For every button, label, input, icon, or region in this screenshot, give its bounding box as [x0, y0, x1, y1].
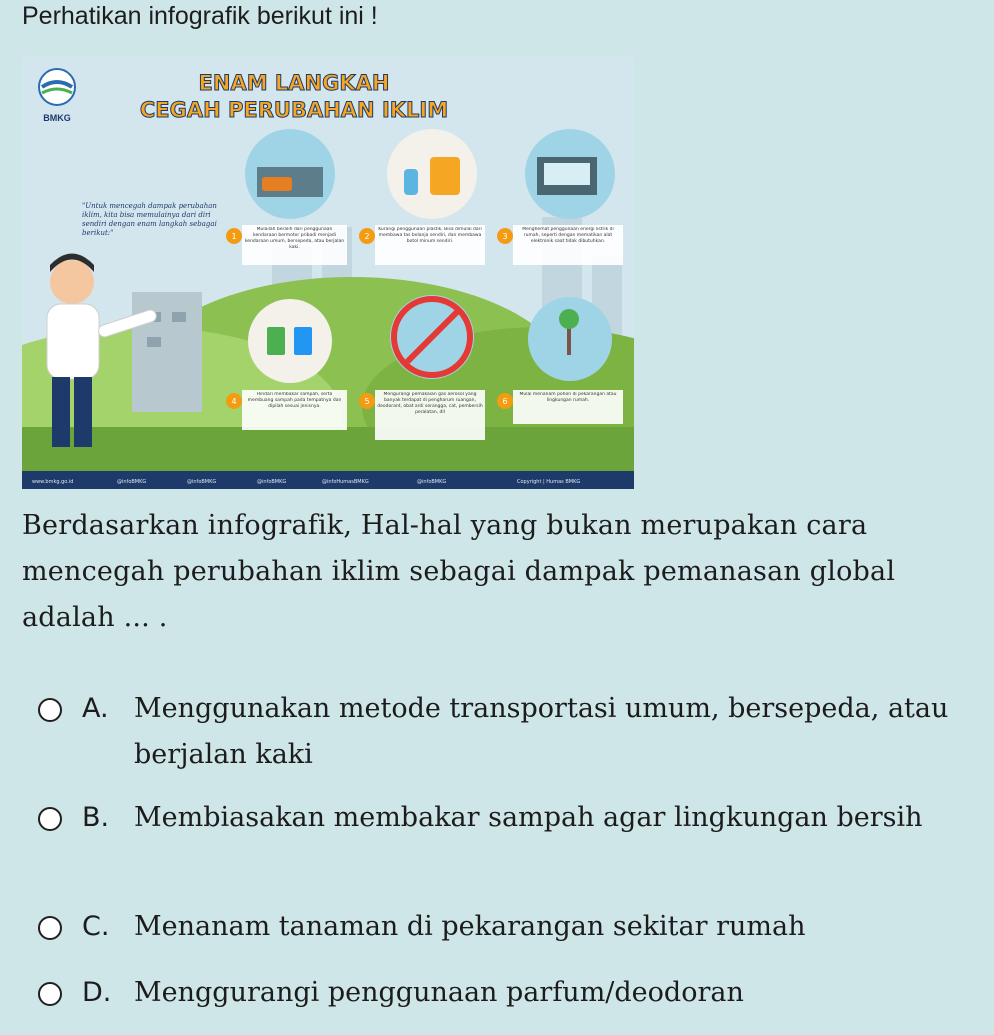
step-1-text: Mulailah beralih dari penggunaan kendaraan bermotor pribadi menjadi kendaraan umum, bersepeda, atau berjalan kaki.: [244, 227, 345, 250]
infographic-title-line1: ENAM LANGKAH: [198, 71, 390, 95]
infographic-title-line2: CEGAH PERUBAHAN IKLIM: [139, 98, 449, 122]
option-letter: A.: [82, 693, 109, 724]
question-text: Berdasarkan infografik, Hal-hal yang bukan merupakan cara mencegah perubahan iklim sebagai dampak pemanasan global adalah ... .: [22, 510, 896, 633]
bmkg-logo-icon: [39, 69, 75, 105]
waste-illustration: [248, 299, 332, 383]
instruction-text: Perhatikan infografik berikut ini !: [22, 2, 378, 30]
option-a[interactable]: [38, 686, 978, 778]
step-number: 2: [364, 232, 370, 241]
step-number: 1: [231, 232, 237, 241]
option-b[interactable]: [38, 795, 978, 841]
step-number: 6: [502, 397, 508, 406]
footer-instagram: @infoBMKG: [187, 479, 217, 485]
option-text: Menanam tanaman di pekarangan sekitar rumah: [134, 911, 806, 942]
option-letter: D.: [82, 977, 112, 1008]
quote-text: "Untuk mencegah dampak perubahan iklim, kita bisa memulainya dari diri sendiri dengan enam langkah sebagai berikut:": [82, 202, 217, 237]
step-number: 5: [364, 397, 370, 406]
step-3-text: Menghemat penggunaan energi listrik di rumah, seperti dengan mematikan alat elektronik saat tidak dibutuhkan.: [522, 227, 614, 244]
step-2-text: Kurangi penggunaan plastik. Bisa dimulai dari membawa tas belanja sendiri, dan membawa botol minum sendiri.: [378, 227, 482, 244]
radio-button[interactable]: [38, 982, 62, 1006]
step-5-text: Mengurangi pemakaian gas aerosol yang banyak terdapat di pengharum ruangan, deodorant, obat anti serangga, cat, pembersih peralatan, dll: [377, 392, 483, 415]
step-number: 4: [231, 397, 237, 406]
radio-button[interactable]: [38, 916, 62, 940]
step-number: 3: [502, 232, 508, 241]
option-text: Menggunakan metode transportasi umum, bersepeda, atau berjalan kaki: [134, 693, 949, 770]
option-c[interactable]: [38, 904, 978, 950]
footer-facebook: @infoBMKG: [117, 479, 147, 485]
footer-youtube: @infoHumasBMKG: [322, 479, 369, 485]
radio-button[interactable]: [38, 698, 62, 722]
option-letter: C.: [82, 911, 110, 942]
radio-button[interactable]: [38, 807, 62, 831]
footer-twitter: @infoBMKG: [257, 479, 287, 485]
step-6-text: Mulai menanam pohon di pekarangan atau lingkungan rumah.: [519, 392, 617, 403]
infographic-image: [22, 57, 634, 489]
option-d[interactable]: [38, 970, 978, 1016]
footer-copyright: Copyright | Humas BMKG: [517, 479, 581, 485]
step-4-text: Hindari membakar sampah, serta membuang sampah pada tempatnya dan dipilah sesuai jenisnya.: [247, 392, 342, 409]
option-text: Membiasakan membakar sampah agar lingkungan bersih: [134, 802, 923, 833]
option-letter: B.: [82, 802, 110, 833]
option-text: Menggurangi penggunaan parfum/deodoran: [134, 977, 744, 1008]
footer-tiktok: @infoBMKG: [417, 479, 447, 485]
footer-website: www.bmkg.go.id: [32, 479, 74, 485]
org-name: BMKG: [43, 113, 71, 123]
